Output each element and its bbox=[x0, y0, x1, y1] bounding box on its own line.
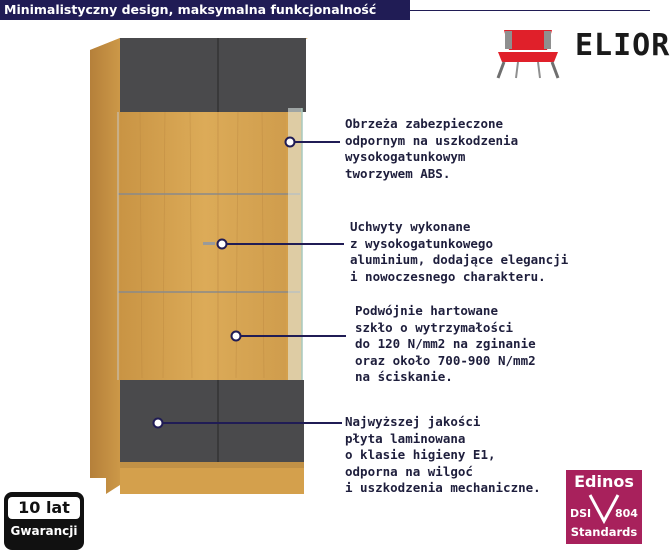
certificate-arrow-icon bbox=[566, 491, 642, 525]
chair-logo-icon bbox=[498, 30, 558, 78]
callout-board: Najwyższej jakości płyta laminowana o klasie higieny E1, odporna na wilgoć i uszkodzenia mechaniczne. bbox=[345, 414, 541, 495]
callout-handles: Uchwyty wykonane z wysokogatunkowego aluminium, dodające elegancji i nowoczesnego charakteru. bbox=[350, 219, 569, 284]
banner-title: Minimalistyczny design, maksymalna funkcjonalność bbox=[4, 2, 377, 17]
certificate-code-left: DSI bbox=[570, 507, 592, 520]
callout-edges: Obrzeża zabezpieczone odpornym na uszkodzenia wysokogatunkowym tworzywem ABS. bbox=[345, 116, 519, 181]
warranty-years: 10 lat bbox=[8, 497, 80, 519]
callout-glass: Podwójnie hartowane szkło o wytrzymałości do 120 N/mm2 na zginanie oraz około 700-900 N/mm2 na ściskanie. bbox=[355, 303, 536, 384]
warranty-badge bbox=[4, 492, 84, 550]
certificate-label: Standards bbox=[570, 525, 638, 539]
edinos-certificate-badge bbox=[566, 470, 642, 544]
warranty-label: Gwarancji bbox=[10, 524, 78, 538]
certificate-code-right: 804 bbox=[615, 507, 638, 520]
certificate-name: Edinos bbox=[574, 472, 634, 491]
display-cabinet bbox=[90, 38, 308, 494]
brand-name: ELIOR bbox=[575, 28, 670, 63]
